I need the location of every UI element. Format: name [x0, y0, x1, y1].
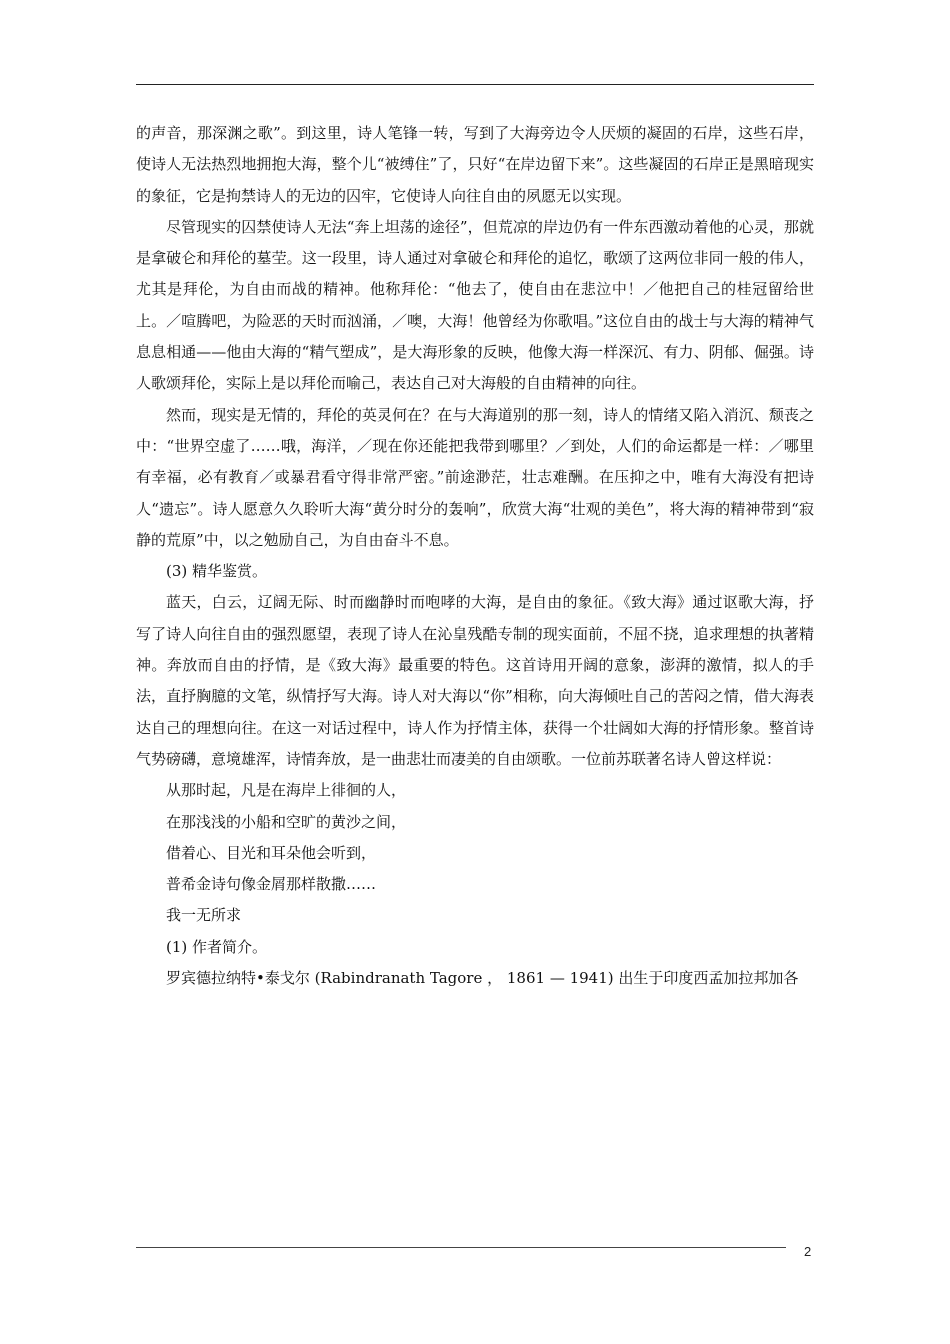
page-number: 2 [804, 1244, 812, 1259]
section-heading: (3) 精华鉴赏。 [166, 562, 268, 581]
poem-title-line: 我一无所求 [166, 906, 242, 925]
footer-rule [136, 1247, 786, 1248]
paragraph-2: 尽管现实的囚禁使诗人无法“奔上坦荡的途径”，但荒凉的岸边仍有一件东西激动着他的心灵，那就是拿破仑和拜伦的墓茔。这一段里，诗人通过对拿破仑和拜伦的追忆，歌颂了这两位非同一般的伟人，尤其是拜伦，为自由而战的精神。他称拜伦：“他去了，使自由在悲泣中！／他把自己的桂冠留给世上。／喧腾吧，为险恶的天时而汹涌，／噢，大海！他曾经为你歌唱。”这位自由的战士与大海的精神气息息相通——他由大海的“精气塑成”，是大海形象的反映，他像大海一样深沉、有力、阴郁、倔强。诗人歌颂拜伦，实际上是以拜伦而喻己，表达自己对大海般的自由精神的向往。 [136, 217, 814, 393]
poem-line-2: 在那浅浅的小船和空旷的黄沙之间， [166, 812, 407, 831]
poem-line-4: 普希金诗句像金屑那样散撒…… [166, 875, 377, 894]
paragraph-1: 的声音，那深渊之歌”。到这里，诗人笔锋一转，写到了大海旁边令人厌烦的凝固的石岸，这些石岸，使诗人无法热烈地拥抱大海，整个儿“被缚住”了，只好“在岸边留下来”。这些凝固的石岸正是黑暗现实的象征，它是拘禁诗人的无边的囚牢，它使诗人向往自由的夙愿无以实现。 [136, 124, 814, 205]
poem-line-1: 从那时起，凡是在海岸上徘徊的人， [166, 781, 407, 800]
poem-line-3: 借着心、目光和耳朵他会听到， [166, 843, 377, 862]
author-heading: (1) 作者简介。 [166, 937, 268, 956]
author-intro-line: 罗宾德拉纳特•泰戈尔 (Rabindranath Tagore ， 1861 — 1941) 出生于印度西孟加拉邦加各 [166, 969, 799, 988]
paragraph-3: 然而，现实是无情的，拜伦的英灵何在？在与大海道别的那一刻，诗人的情绪又陷入消沉、颓丧之中：“世界空虚了……哦，海洋，／现在你还能把我带到哪里？／到处，人们的命运都是一样：／哪里有幸福，必有教育／或暴君看守得非常严密。”前途渺茫，壮志难酬。在压抑之中，唯有大海没有把诗人“遗忘”。诗人愿意久久聆听大海“黄分时分的轰响”，欣赏大海“壮观的美色”，将大海的精神带到“寂静的荒原”中，以之勉励自己，为自由奋斗不息。 [136, 405, 814, 549]
paragraph-4: 蓝天，白云，辽阔无际、时而幽静时而咆哮的大海，是自由的象征。《致大海》通过讴歌大海，抒写了诗人向往自由的强烈愿望，表现了诗人在沁皇残酷专制的现实面前，不屈不挠，追求理想的执著精神。奔放而自由的抒情，是《致大海》最重要的特色。这首诗用开阔的意象，澎湃的激情，拟人的手法，直抒胸臆的文笔，纵情抒写大海。诗人对大海以“你”相称，向大海倾吐自己的苦闷之情，借大海表达自己的理想向往。在这一对话过程中，诗人作为抒情主体，获得一个壮阔如大海的抒情形象。整首诗气势磅礴，意境雄浑，诗情奔放，是一曲悲壮而凄美的自由颂歌。一位前苏联著名诗人曾这样说： [136, 593, 814, 768]
page-body [136, 118, 814, 994]
header-rule [136, 84, 814, 85]
